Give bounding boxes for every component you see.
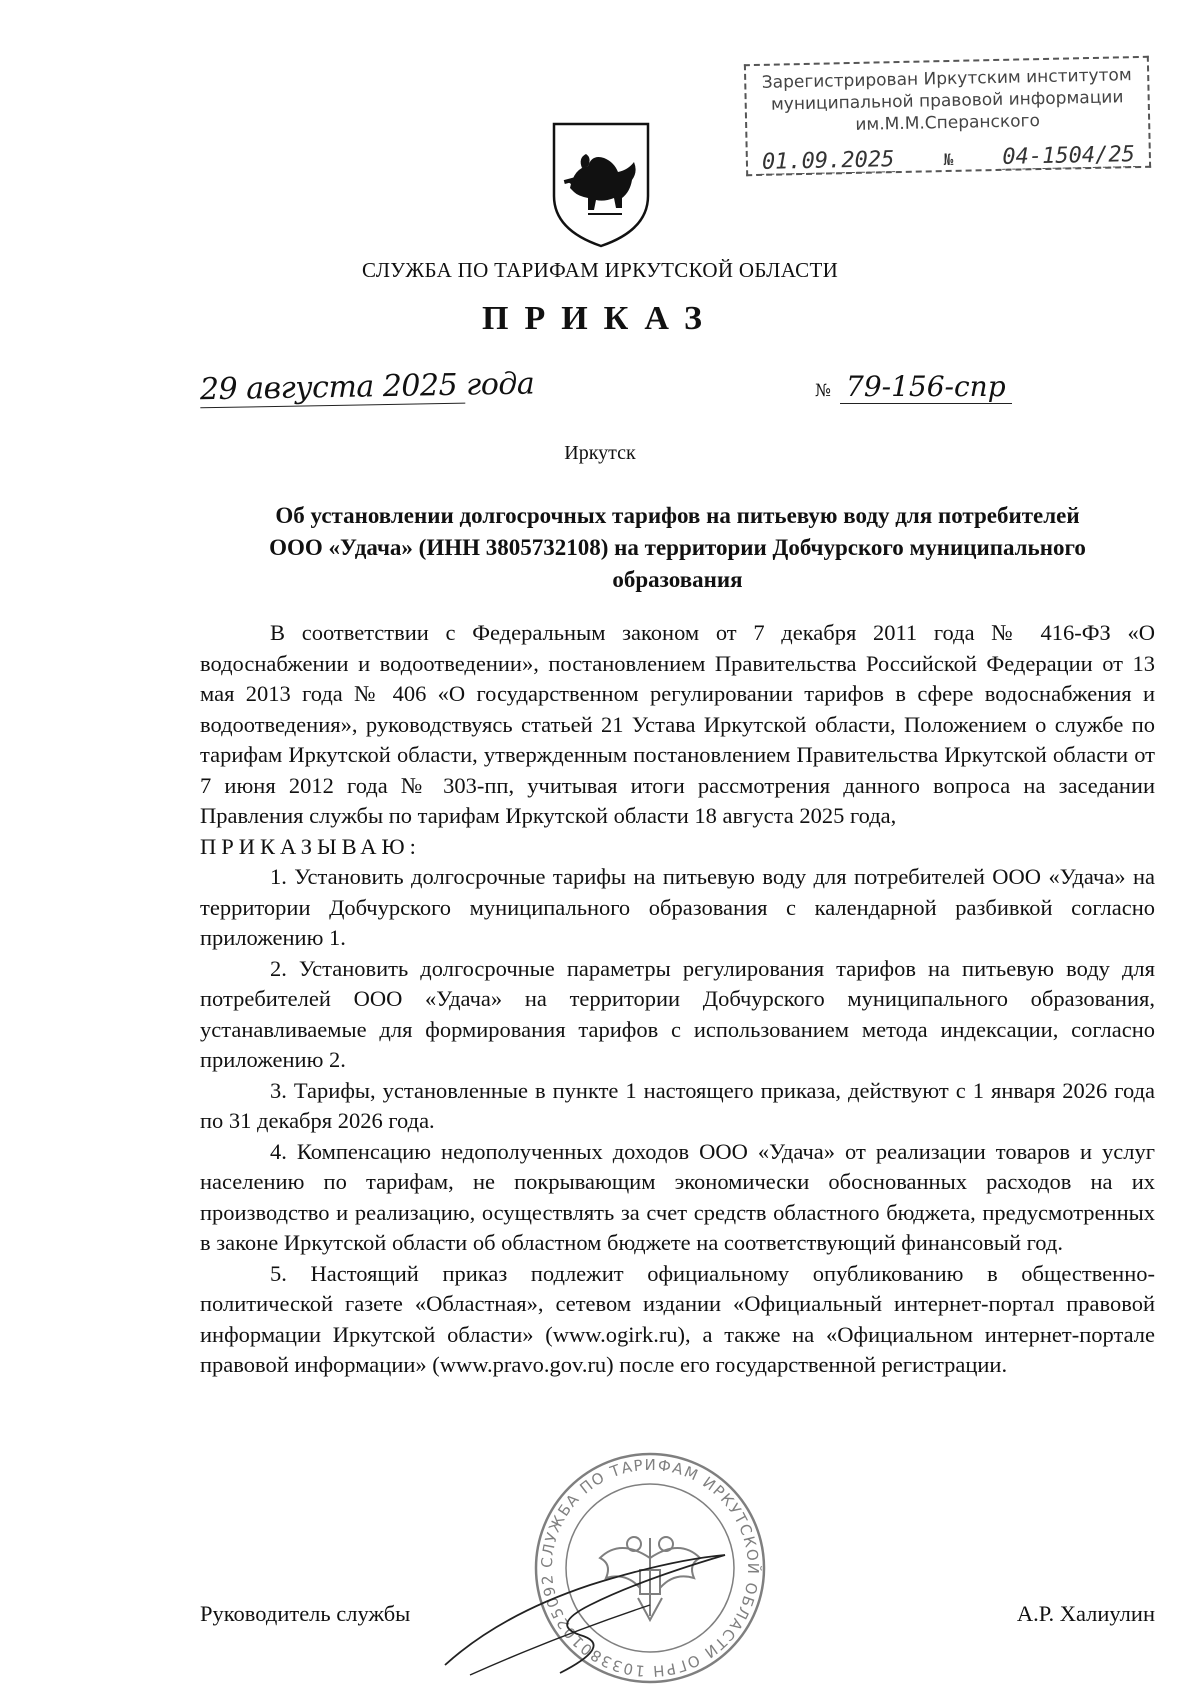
- document-type: ПРИКАЗ: [482, 300, 718, 337]
- order-heading: [200, 500, 1155, 596]
- signer-title: Руководитель службы: [200, 1601, 411, 1626]
- order-number-row: [815, 370, 1045, 403]
- stamp-date: 01.09.2025: [756, 149, 901, 175]
- stamp-number-label: №: [943, 149, 954, 170]
- coat-of-arms-icon: [548, 118, 654, 250]
- stamp-registration-row: [756, 144, 1141, 175]
- order-item-4: 4. Компенсацию недополученных доходов ООО «Удача» от реализации товаров и услуг населению по тарифам, не покрывающим экономически обоснованных расходов на их производство и реализацию, осуществлять за счет средств областного бюджета, предусмотренных в законе Иркутской области об областном бюджете на соответствующий финансовый год.: [200, 1138, 1155, 1255]
- order-item-1: 1. Установить долгосрочные тарифы на питьевую воду для потребителей ООО «Удача» на территории Добчурского муниципального образования с календарной разбивкой согласно приложению 1.: [200, 864, 1155, 950]
- heading-line: Об установлении долгосрочных тарифов на питьевую воду для потребителей: [275, 503, 1080, 528]
- agency-name: СЛУЖБА ПО ТАРИФАМ ИРКУТСКОЙ ОБЛАСТИ: [361, 258, 839, 282]
- order-number: 79-156-спр: [840, 370, 1012, 404]
- signature-icon: [440, 1545, 740, 1685]
- heading-line: образования: [612, 567, 743, 592]
- city: Иркутск: [564, 442, 636, 464]
- stamp-line-2: муниципальной правовой информации: [770, 87, 1124, 115]
- stamp-line-1: Зарегистрирован Иркутским институтом: [761, 65, 1132, 93]
- order-item-3: 3. Тарифы, установленные в пункте 1 настоящего приказа, действуют с 1 января 2026 года по 31 декабря 2026 года.: [200, 1077, 1155, 1133]
- stamp-line-3: им.М.М.Сперанского: [855, 111, 1041, 135]
- order-body: [200, 618, 1155, 1381]
- order-item-5: 5. Настоящий приказ подлежит официальному опубликованию в общественно-политической газете «Областная», сетевом издании «Официальный интернет-портал правовой информации Иркутской области» (www.ogirk.ru), а также на «Официальном интернет-портале правовой информации» (www.pravo.gov.ru) после его государственной регистрации.: [200, 1260, 1155, 1377]
- registration-stamp: [744, 56, 1151, 176]
- order-date: 29 августа 2025 года: [199, 366, 535, 408]
- preamble-paragraph: В соответствии с Федеральным законом от 7 декабря 2011 года № 416-ФЗ «О водоснабжении и водоотведении», постановлением Правительства Российской Федерации от 13 мая 2013 года № 406 «О государственном регулировании тарифов в сфере водоснабжения и водоотведения», руководствуясь статьей 21 Устава Иркутской области, Положением о службе по тарифам Иркутской области, утвержденным постановлением Правительства Иркутской области от 7 июня 2012 года № 303-пп, учитывая итоги рассмотрения данного вопроса на заседании Правления службы по тарифам Иркутской области 18 августа 2025 года,: [200, 620, 1155, 828]
- stamp-number: 04-1504/25: [996, 144, 1141, 170]
- signer-name: А.Р. Халиулин: [1016, 1601, 1155, 1626]
- heading-line: ООО «Удача» (ИНН 3805732108) на территории Добчурского муниципального: [269, 535, 1086, 560]
- seal-text: СЛУЖБА ПО ТАРИФАМ ИРКУТСКОЙ ОБЛАСТИ ОГРН 1033801025092: [537, 1455, 763, 1681]
- order-item-2: 2. Установить долгосрочные параметры регулирования тарифов на питьевую воду для потребителей ООО «Удача» на территории Добчурского муниципального образования, устанавливаемые для формирования тарифов с использованием метода индексации, согласно приложению 2.: [200, 955, 1155, 1072]
- order-number-label: №: [815, 381, 832, 401]
- order-word: ПРИКАЗЫВАЮ:: [200, 833, 421, 859]
